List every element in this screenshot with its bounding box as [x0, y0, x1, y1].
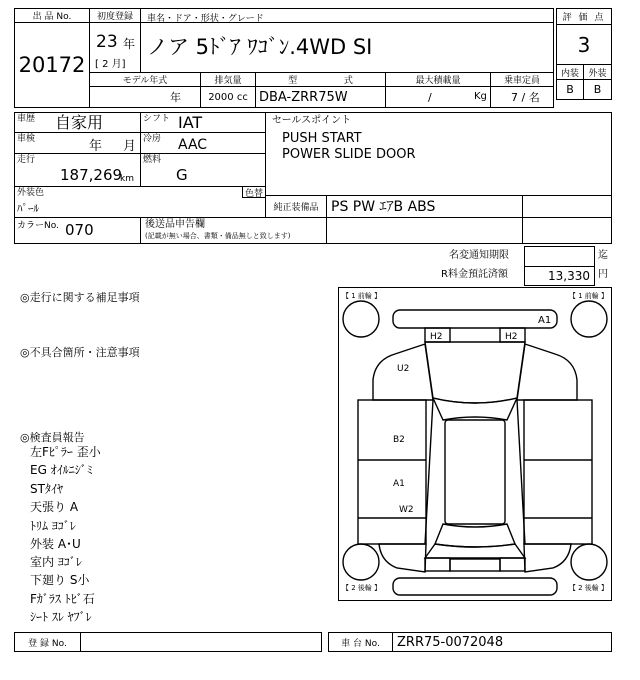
exterior-color-value: ﾊﾟｰﾙ	[17, 202, 39, 215]
max-load-unit: Kg	[474, 91, 487, 102]
inspector-report-item: Fｶﾞﾗｽ ﾄﾋﾞ石	[30, 592, 95, 606]
mark-headlight-left: H2	[430, 332, 443, 342]
roof	[445, 420, 505, 524]
exterior-score-label: 外装	[583, 64, 612, 80]
tail-light-left	[425, 558, 450, 571]
tail-light-right	[500, 558, 525, 571]
model-year-cell	[89, 86, 201, 108]
fuel-cell	[140, 153, 266, 187]
inspector-report-item: EG ｵｲﾙﾆｼﾞﾐ	[30, 463, 93, 477]
name-change-deadline-box	[524, 246, 595, 267]
car-damage-diagram	[338, 287, 612, 601]
inspector-report-item: STﾀｲﾔ	[30, 482, 63, 496]
mark-headlight-right: H2	[505, 332, 518, 342]
max-load-label: 最大積載量	[385, 72, 491, 87]
capacity-label: 乗車定員	[490, 72, 554, 87]
mark-left-rear-window: W2	[399, 505, 414, 515]
model-type: DBA-ZRR75W	[259, 90, 348, 105]
inspector-report-item: 左Fﾋﾟﾗｰ 歪小	[30, 445, 101, 459]
sales-point-line: POWER SLIDE DOOR	[282, 147, 416, 162]
inspection-label: 車検	[17, 134, 36, 144]
model-year-unit: 年	[170, 91, 181, 104]
equipment-value: PS PW ｴｱB ABS	[331, 199, 436, 215]
first-registration-header: 初度登録	[89, 8, 141, 23]
inspection-cell	[14, 132, 141, 154]
max-load-separator: /	[428, 91, 432, 104]
first-registration-year-unit: 年	[123, 37, 136, 51]
fuel-value: G	[176, 166, 188, 184]
wheel-front-right	[571, 301, 607, 337]
rear-right-tire-label: 【 2 後輪 】	[568, 584, 608, 592]
inspector-report-item: ｼｰﾄ ｽﾚ ﾔﾌﾞﾚ	[30, 610, 92, 624]
inspector-report-item: 下廻り S小	[30, 573, 90, 587]
rear-bumper	[393, 578, 557, 595]
mark-left-rear-door: A1	[393, 479, 405, 489]
shift-label: シフト	[143, 114, 171, 124]
inspector-report-item: 室内 ﾖｺﾞﾚ	[30, 555, 82, 569]
car-name-header: 車名・ドア・形状・グレード	[140, 8, 554, 23]
wheel-rear-left	[343, 544, 379, 580]
follow-up-value-cell	[326, 217, 523, 244]
score-header: 評 価 点	[556, 8, 612, 25]
recycle-fee-value: 13,330	[548, 269, 590, 283]
displacement: 2000 cc	[200, 86, 256, 108]
side-panel-left	[358, 400, 426, 544]
equipment-label: 純正装備品	[265, 195, 327, 218]
mileage-cell	[14, 153, 141, 187]
sales-point-label: セールスポイント	[272, 115, 352, 126]
model-year-label: モデル年式	[89, 72, 201, 87]
mileage-unit: km	[120, 174, 134, 184]
first-registration-cell	[89, 22, 141, 73]
type-cell	[255, 86, 386, 108]
inspector-report-item: 天張り A	[30, 500, 79, 514]
lot-number: 20172	[14, 22, 90, 108]
windshield	[433, 398, 517, 420]
capacity: 7 / 名	[511, 91, 540, 104]
color-no-cell	[14, 217, 141, 244]
mark-left-front-door: B2	[393, 435, 405, 445]
ac-value: AAC	[178, 137, 208, 153]
follow-up-label: 後送品申告欄	[145, 219, 205, 230]
front-right-tire-label: 【 1 前輪 】	[568, 292, 608, 300]
wheel-rear-right	[571, 544, 607, 580]
name-change-deadline-label: 名変通知期限	[449, 250, 509, 261]
first-registration-month: [ 2 月]	[95, 59, 126, 70]
registration-no-label: 登 録 No.	[14, 632, 81, 652]
front-left-tire-label: 【 1 前輪 】	[342, 292, 382, 300]
lot-no-header: 出 品 No.	[14, 8, 90, 23]
mark-front-bumper: A1	[538, 315, 552, 326]
history-value: 自家用	[55, 113, 104, 132]
capacity-cell	[490, 86, 554, 108]
name-change-deadline-suffix: 迄	[598, 250, 608, 261]
interior-score: B	[556, 79, 584, 100]
interior-score-label: 内装	[556, 64, 584, 80]
car-name: ノア 5ﾄﾞｱ ﾜｺﾞﾝ.4WD SI	[147, 35, 373, 59]
car-diagram-svg	[339, 288, 611, 600]
history-label: 車歴	[17, 114, 36, 124]
rear-left-tire-label: 【 2 後輪 】	[342, 584, 382, 592]
wheel-front-left	[343, 301, 379, 337]
side-panel-right	[524, 400, 592, 544]
color-no-value: 070	[65, 221, 94, 239]
registration-no-cell	[80, 632, 322, 652]
recycle-fee-suffix: 円	[598, 269, 608, 280]
rear-window	[435, 524, 515, 547]
chassis-no-label: 車 台 No.	[328, 632, 393, 652]
follow-up-extra-cell	[522, 217, 612, 244]
color-change-label: 色替	[242, 186, 266, 198]
follow-up-cell	[140, 217, 327, 244]
overall-score: 3	[556, 24, 612, 65]
chassis-no-cell	[392, 632, 612, 652]
sales-point-line: PUSH START	[282, 131, 362, 146]
first-registration-year: 23	[96, 32, 118, 52]
car-name-cell	[140, 22, 554, 73]
equipment-cell	[326, 195, 523, 218]
color-no-label: カラーNo.	[17, 221, 59, 231]
mark-left-fender: U2	[397, 364, 410, 374]
mileage-value: 187,269	[60, 166, 123, 184]
hood	[425, 342, 525, 403]
front-bumper	[393, 310, 557, 328]
exterior-color-cell	[14, 186, 266, 218]
recycle-fee-box	[524, 266, 595, 286]
mileage-notes-heading: ◎走行に関する補足事項	[20, 291, 140, 304]
ac-label: 冷房	[143, 134, 162, 144]
follow-up-note: (記載が無い場合、書類・備品無しと致します)	[145, 232, 291, 240]
exterior-score: B	[583, 79, 612, 100]
equipment-extra-cell	[522, 195, 612, 218]
type-label: 型 式	[255, 72, 386, 87]
displacement-label: 排気量	[200, 72, 256, 87]
ac-cell	[140, 132, 266, 154]
exterior-color-label: 外装色	[17, 188, 45, 198]
rear-fender-left	[379, 544, 426, 572]
defects-heading: ◎不具合箇所・注意事項	[20, 346, 140, 359]
inspection-month-unit: 月	[123, 139, 137, 154]
rear-gate	[425, 544, 525, 558]
shift-value: IAT	[178, 113, 203, 132]
rear-fender-right	[524, 544, 571, 572]
front-fender-right	[517, 344, 577, 400]
chassis-no-value: ZRR75-0072048	[397, 635, 504, 650]
sales-point-box	[265, 112, 612, 196]
history-cell	[14, 112, 141, 133]
inspection-year-unit: 年	[89, 139, 103, 154]
max-load-cell	[385, 86, 491, 108]
mileage-label: 走行	[17, 155, 36, 165]
inspector-report-heading: ◎検査員報告	[20, 431, 85, 444]
inspector-report-item: 外装 A･U	[30, 537, 81, 551]
inspector-report-item: ﾄﾘﾑ ﾖｺﾞﾚ	[30, 519, 76, 533]
fuel-label: 燃料	[143, 155, 162, 165]
recycle-fee-label: R料金預託済額	[441, 269, 508, 280]
rear-plate-area	[450, 559, 500, 571]
shift-cell	[140, 112, 266, 133]
